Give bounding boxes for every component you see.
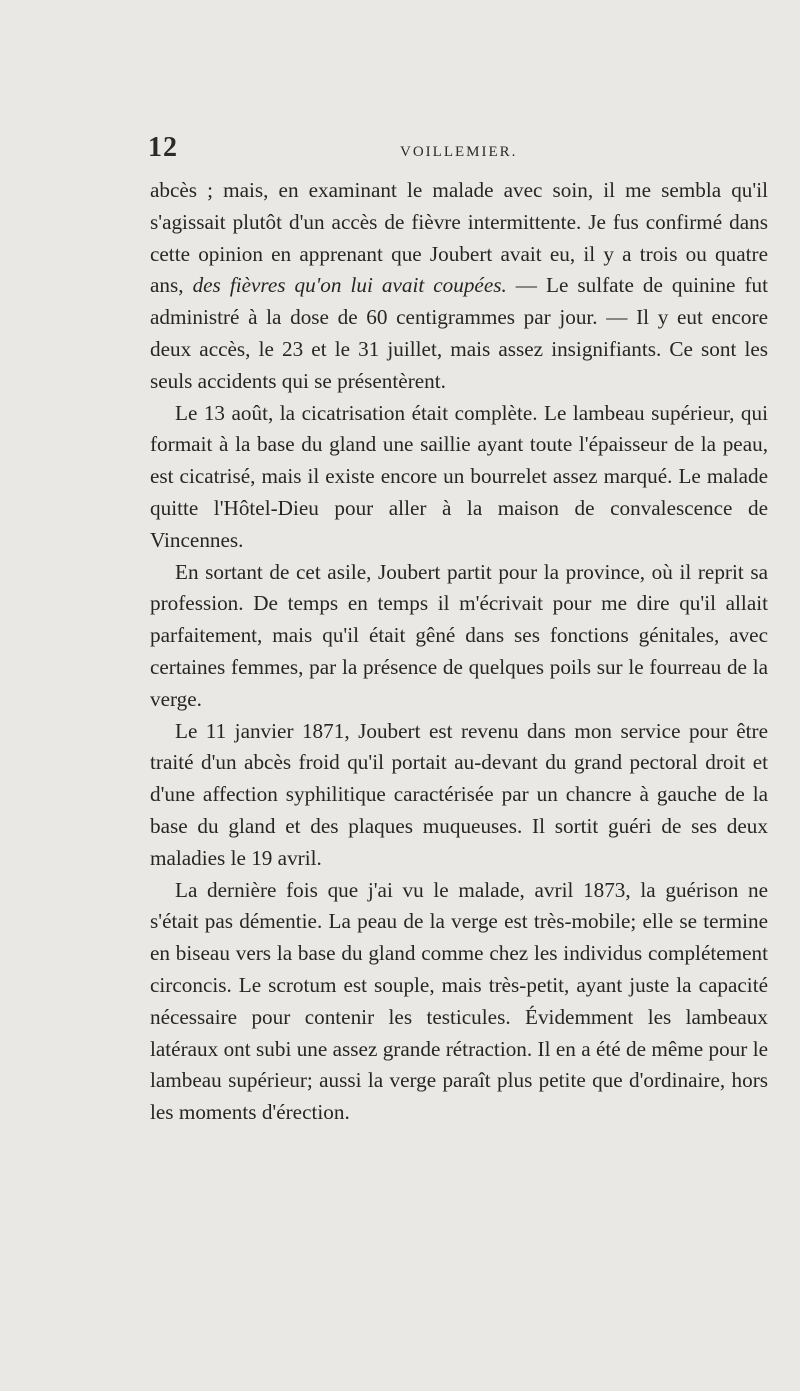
paragraph: En sortant de cet asile, Joubert partit pour la province, où il reprit sa profession. De temps en temps il m'écrivait pour me dire qu'il allait parfaitement, mais qu'il était gêné dans ses fonctions génitales, avec certaines femmes, par la présence de quelques poils sur le fourreau de la verge. (150, 559, 768, 711)
paragraph-text: — Le sulfate de quinine fut administré à la dose de 60 centigrammes par jour. — Il y eut encore deux accès, le 23 et le 31 juillet, mais assez insignifiants. Ce sont les seuls accidents qui se présentèrent. (150, 273, 768, 393)
page-header (148, 132, 768, 168)
running-head: VOILLEMIER. (400, 144, 518, 160)
paragraph: Le 11 janvier 1871, Joubert est revenu dans mon service pour être traité d'un abcès froid qu'il portait au-devant du grand pectoral droit et d'une affection syphilitique caractérisée par un chancre à gauche de la base du gland et des plaques muqueuses. Il sortit guéri de ses deux maladies le 19 avril. (150, 718, 768, 870)
italic-phrase: des fièvres qu'on lui avait coupées. (192, 273, 507, 298)
paragraph (150, 175, 768, 398)
paragraph: La dernière fois que j'ai vu le malade, avril 1873, la guérison ne s'était pas démentie. La peau de la verge est très-mobile; elle se termine en biseau vers la base du gland comme chez les individus complétement circoncis. Le scrotum est souple, mais très-petit, ayant juste la capacité nécessaire pour contenir les testicules. Évidemment les lambeaux latéraux ont subi une assez grande rétraction. Il en a été de même pour le lambeau supérieur; aussi la verge paraît plus petite que d'ordinaire, hors les moments d'érection. (150, 877, 768, 1125)
paragraph-text: abcès ; mais, en examinant le malade avec soin, il me sembla qu'il s'agissait plutôt d'un accès de fièvre intermittente. Je fus confirmé dans cette opinion en apprenant que Joubert avait eu, il y a trois ou quatre ans, (150, 178, 768, 298)
page-number: 12 (148, 132, 178, 163)
body-text (150, 175, 768, 1129)
paragraph: Le 13 août, la cicatrisation était complète. Le lambeau supérieur, qui formait à la base du gland une saillie ayant toute l'épaisseur de la peau, est cicatrisé, mais il existe encore un bourrelet assez marqué. Le malade quitte l'Hôtel-Dieu pour aller à la maison de convalescence de Vincennes. (150, 400, 768, 552)
